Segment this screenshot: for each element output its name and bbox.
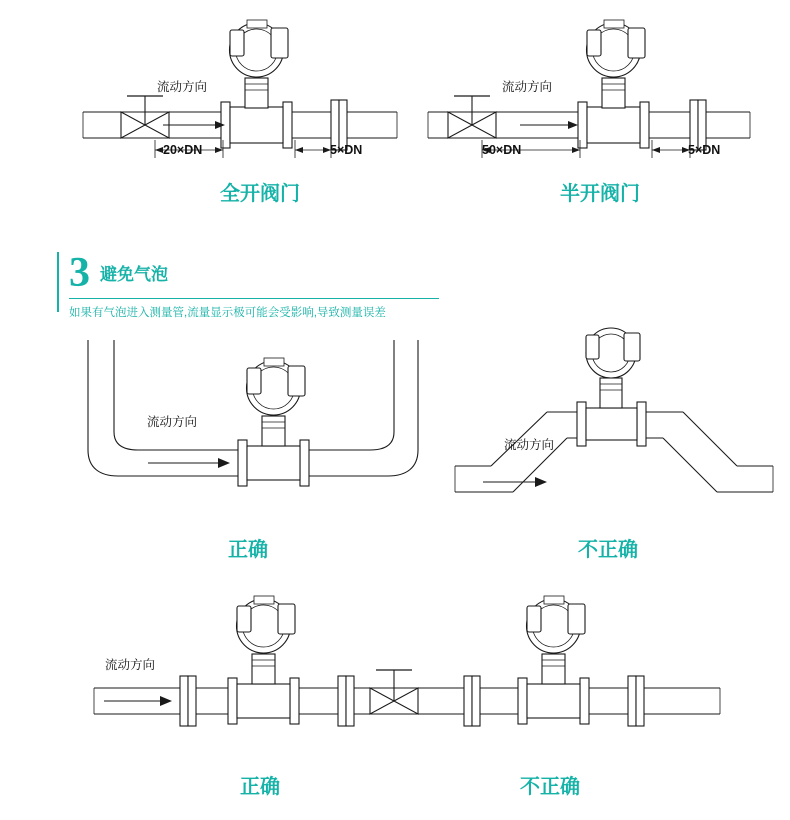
section-number: 3 [69, 250, 90, 296]
flow-arrow [483, 477, 547, 487]
dimension-label-downstream-1: 5×DN [330, 143, 363, 157]
valve-symbol-middle [370, 670, 418, 714]
dimension-downstream [652, 140, 690, 158]
section-three-header [57, 252, 439, 320]
caption-valve-downstream-correct: 正确 [240, 776, 280, 798]
flow-arrow [104, 696, 172, 706]
dimension-label-upstream-1: 20×DN [163, 143, 203, 157]
flange-before-right-meter [464, 676, 480, 726]
caption-bubble-correct: 正确 [228, 539, 268, 561]
flowmeter-assembly-left [228, 596, 299, 724]
flow-arrow [520, 121, 578, 129]
section-title: 避免气泡 [100, 264, 168, 284]
downstream-flange-right [628, 676, 644, 726]
bubble-correct-drawing [70, 340, 430, 525]
flow-direction-label-4: 流动方向 [504, 438, 555, 452]
dimension-label-upstream-2: 50×DN [482, 143, 522, 157]
flow-arrow [163, 121, 225, 129]
flowmeter-assembly [238, 358, 309, 486]
caption-half-open-valve: 半开阀门 [560, 183, 640, 205]
diagram-bottom-row [60, 570, 740, 755]
bubble-incorrect-drawing [455, 340, 775, 525]
caption-valve-upstream-incorrect: 不正确 [520, 776, 580, 798]
flowmeter-assembly [577, 328, 646, 446]
caption-full-open-valve: 全开阀门 [220, 183, 300, 205]
flowmeter-assembly [578, 20, 649, 148]
flow-arrow [148, 458, 230, 468]
valve-symbol [448, 96, 496, 138]
dimension-label-downstream-2: 5×DN [688, 143, 721, 157]
middle-flange [338, 676, 354, 726]
flow-direction-label-1: 流动方向 [157, 80, 208, 94]
flowmeter-assembly-right [518, 596, 589, 724]
valve-symbol [121, 96, 169, 138]
diagram-bubble-correct [70, 340, 430, 525]
section-subtitle: 如果有气泡进入测量管,流量显示极可能会受影响,导致测量误差 [69, 307, 386, 319]
flowmeter-assembly [221, 20, 292, 148]
upstream-flange-left [180, 676, 196, 726]
diagram-bubble-incorrect [455, 340, 775, 525]
flow-direction-label-3: 流动方向 [147, 415, 198, 429]
dimension-downstream [295, 140, 331, 158]
flow-direction-label-2: 流动方向 [502, 80, 553, 94]
caption-bubble-incorrect: 不正确 [578, 539, 638, 561]
bottom-row-drawing [60, 570, 740, 755]
section-divider [69, 298, 439, 299]
flow-direction-label-5: 流动方向 [105, 658, 156, 672]
